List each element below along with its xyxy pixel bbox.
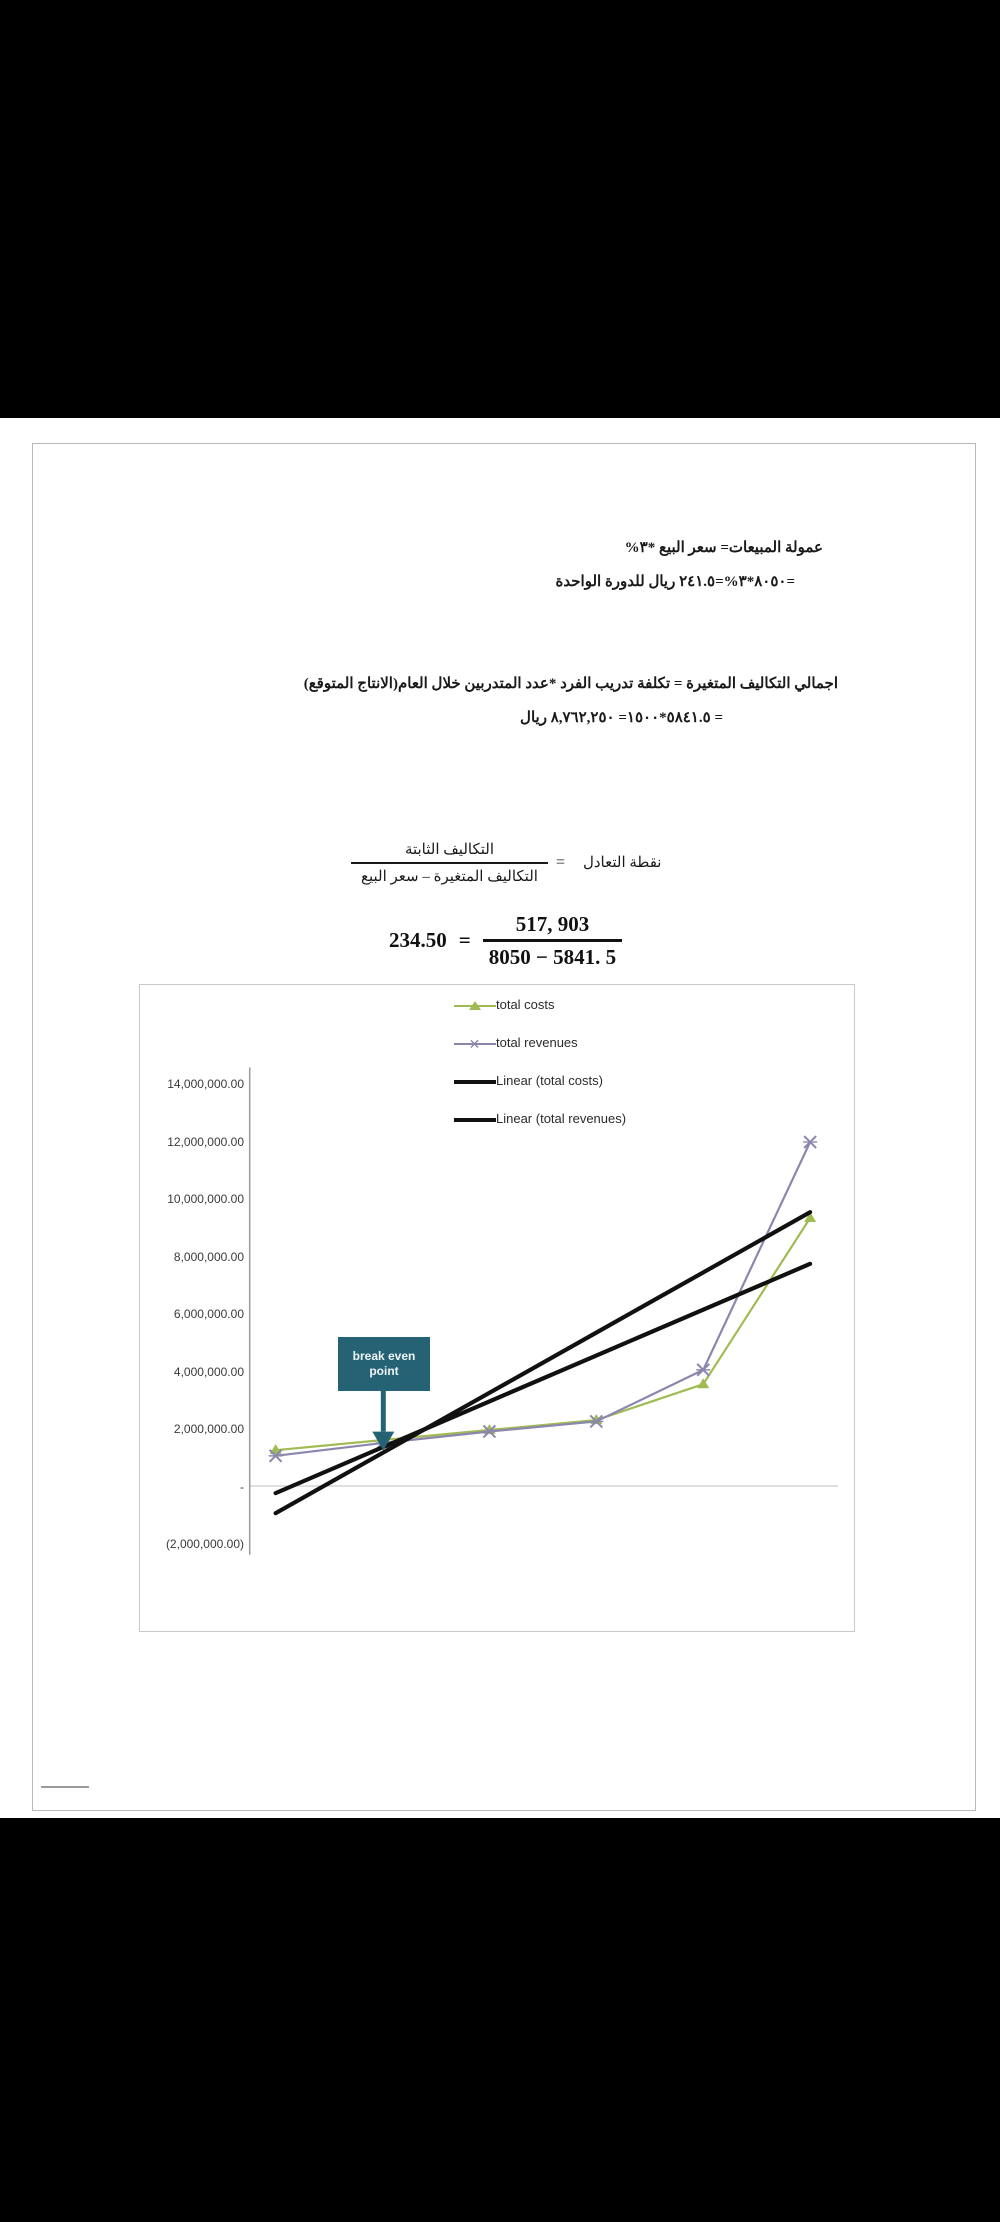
breakeven-chart — [139, 984, 855, 1632]
breakeven-numeric — [389, 912, 622, 970]
break-even-point-label: break even point — [352, 1349, 416, 1378]
legend-item-label: Linear (total costs) — [496, 1073, 603, 1088]
y-axis-tick-label: 2,000,000.00 — [173, 1422, 244, 1436]
breakeven-formula-arabic — [351, 840, 661, 886]
breakeven-numeric-equals: = — [458, 928, 471, 953]
legend-item-label: Linear (total revenues) — [496, 1111, 627, 1126]
document-page — [32, 443, 976, 1811]
equation-sales-commission-value: =٨٠٥٠*٣%=٢٤١.٥ ريال للدورة الواحدة — [555, 574, 795, 590]
break-even-point-callout — [338, 1337, 430, 1391]
breakeven-numeric-fraction — [483, 912, 622, 970]
equation-total-variable-costs-value: = ٥٨٤١.٥*١٥٠٠= ٨,٧٦٢,٢٥٠ ريال — [520, 710, 723, 726]
breakeven-formula-denominator: التكاليف المتغيرة – سعر البيع — [361, 868, 538, 885]
series-line-total-costs — [276, 1218, 811, 1450]
legend-item-label: total revenues — [496, 1035, 578, 1050]
y-axis-tick-label: 14,000,000.00 — [167, 1077, 244, 1091]
data-point-marker-x — [696, 1364, 710, 1376]
y-axis-tick-label: 12,000,000.00 — [167, 1134, 244, 1149]
breakeven-formula-numerator: التكاليف الثابتة — [404, 842, 495, 858]
breakeven-numeric-numerator: 517, 903 — [515, 912, 590, 936]
y-axis-tick-label: 4,000,000.00 — [173, 1364, 244, 1379]
legend-x-marker-icon: ✕ — [468, 1036, 481, 1052]
chart-series-svg — [140, 985, 854, 1631]
legend-item-label: total costs — [496, 997, 555, 1012]
equation-sales-commission-formula: عمولة المبيعات= سعر البيع *٣% — [624, 540, 823, 556]
data-point-marker-x — [803, 1136, 817, 1148]
breakeven-formula-fraction — [351, 840, 548, 886]
y-axis-tick-label: 6,000,000.00 — [173, 1307, 244, 1321]
y-axis-tick-label: 8,000,000.00 — [173, 1249, 244, 1264]
equation-total-variable-costs-formula: اجمالي التكاليف المتغيرة = تكلفة تدريب الفرد *عدد المتدربين خلال العام(الانتاج المتوقع) — [303, 676, 838, 692]
data-point-marker-triangle — [697, 1378, 709, 1388]
document-viewport — [0, 418, 1000, 1818]
breakeven-numeric-result: 234.50 — [389, 928, 447, 953]
breakeven-formula-equals: = — [555, 853, 565, 871]
page-bottom-rule — [41, 1786, 89, 1788]
y-axis-tick-label: 10,000,000.00 — [167, 1192, 244, 1206]
y-axis-tick-label: - — [240, 1479, 244, 1494]
y-axis-tick-label: (2,000,000.00) — [165, 1537, 244, 1551]
breakeven-formula-lhs: نقطة التعادل — [582, 855, 662, 872]
breakeven-numeric-denominator: 8050 − 5841. 5 — [488, 944, 617, 969]
chart-plot-area — [140, 985, 854, 1631]
